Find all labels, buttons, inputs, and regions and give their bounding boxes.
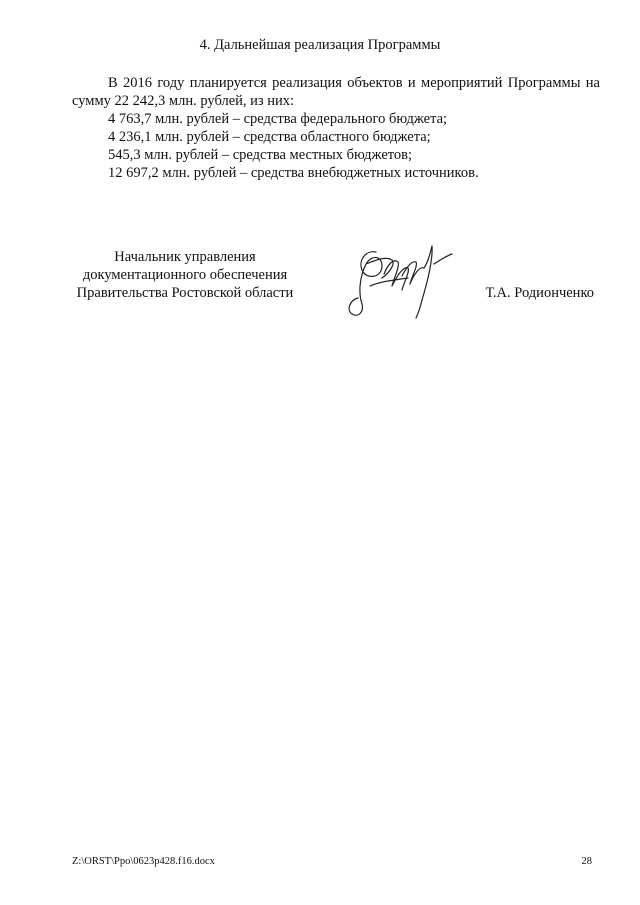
- funding-item-local: 545,3 млн. рублей – средства местных бюджетов;: [108, 147, 413, 163]
- handwritten-signature-icon: [336, 234, 456, 326]
- footer-file-path: Z:\ORST\Ppo\0623p428.f16.docx: [72, 856, 215, 867]
- funding-list: [108, 110, 600, 182]
- position-line: Начальник управления: [114, 249, 256, 265]
- funding-item-regional: 4 236,1 млн. рублей – средства областного бюджета;: [108, 129, 431, 145]
- page-number: 28: [581, 856, 592, 867]
- intro-paragraph: В 2016 году планируется реализация объектов и мероприятий Программы на сумму 22 242,3 млн. рублей, из них:: [72, 75, 600, 109]
- position-line: Правительства Ростовской области: [76, 285, 294, 301]
- section-heading: 4. Дальнейшая реализация Программы: [199, 37, 441, 53]
- signatory-position: [60, 248, 310, 302]
- position-line: документационного обеспечения: [82, 267, 288, 283]
- funding-item-extrabudgetary: 12 697,2 млн. рублей – средства внебюджетных источников.: [108, 165, 479, 181]
- funding-item-federal: 4 763,7 млн. рублей – средства федерального бюджета;: [108, 111, 448, 127]
- signer-name: Т.А. Родионченко: [485, 285, 594, 301]
